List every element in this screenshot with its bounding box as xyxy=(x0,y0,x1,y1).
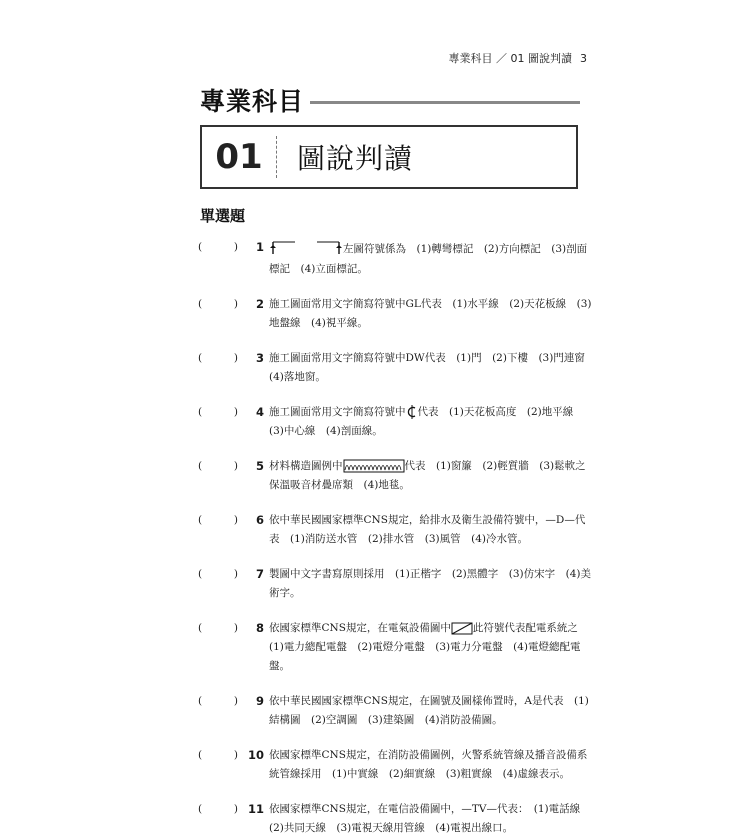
question-item xyxy=(198,565,593,603)
question-text: 施工圖面常用文字簡寫符號中 代表 (1)天花板高度 (2)地平線 (3)中心線 (4)剖面線。 xyxy=(269,406,584,437)
question-item xyxy=(198,295,593,333)
chapter-number: 01 xyxy=(215,137,263,177)
chapter-divider xyxy=(276,136,277,178)
question-text: 材料構造圖例中 代表 (1)窗簾 (2)輕質牆 (3)鬆軟之保溫吸音材疊席類 (4)地毯。 xyxy=(269,460,586,491)
question-number: 6 xyxy=(255,513,264,527)
answer-blank[interactable]: ( ) xyxy=(198,514,238,526)
answer-blank[interactable]: ( ) xyxy=(198,622,238,634)
question-item xyxy=(198,511,593,549)
question-number: 1 xyxy=(255,240,264,254)
question-item xyxy=(198,619,593,676)
question-item xyxy=(198,692,593,730)
centerline-symbol xyxy=(406,405,418,419)
subject-rule xyxy=(310,101,580,104)
subject-title: 專業科目 xyxy=(200,87,305,116)
question-text: 依國家標準CNS規定，在電信設備圖中，—TV—代表： (1)電話線(2)共同天線 (3)電視天線用管線 (4)電視出線口。 xyxy=(269,803,581,834)
subject-heading xyxy=(200,82,580,118)
question-item xyxy=(198,403,593,441)
answer-blank[interactable]: ( ) xyxy=(198,803,238,815)
question-text: 依中華民國國家標準CNS規定，給排水及衛生設備符號中，—D—代表 (1)消防送水管 (2)排水管 (3)風管 (4)冷水管。 xyxy=(269,514,586,545)
running-header xyxy=(449,50,588,66)
question-number: 3 xyxy=(255,351,264,365)
answer-blank[interactable]: ( ) xyxy=(198,352,238,364)
answer-blank[interactable]: ( ) xyxy=(198,241,238,253)
answer-blank[interactable]: ( ) xyxy=(198,749,238,761)
question-item xyxy=(198,457,593,495)
answer-blank[interactable]: ( ) xyxy=(198,460,238,472)
question-text: 依中華民國國家標準CNS規定，在圖號及圖樣佈置時，A是代表 (1)結構圖 (2)空調圖 (3)建築圖 (4)消防設備圖。 xyxy=(269,695,589,726)
question-number: 10 xyxy=(247,748,264,762)
question-number: 9 xyxy=(255,694,264,708)
question-item xyxy=(198,238,593,279)
material-hatch-symbol xyxy=(343,459,405,473)
question-number: 8 xyxy=(255,621,264,635)
question-number: 7 xyxy=(255,567,264,581)
question-item xyxy=(198,746,593,784)
question-number: 2 xyxy=(255,297,264,311)
question-text: 左圖符號係為 (1)轉彎標記 (2)方向標記 (3)剖面標記 (4)立面標記。 xyxy=(269,238,593,279)
chapter-box xyxy=(200,125,578,189)
answer-blank[interactable]: ( ) xyxy=(198,695,238,707)
answer-blank[interactable]: ( ) xyxy=(198,406,238,418)
question-item xyxy=(198,349,596,387)
running-header-text: 專業科目 ／ 01 圖說判讀 xyxy=(448,52,572,65)
question-text: 施工圖面常用文字簡寫符號中GL代表 (1)水平線 (2)天花板線 (3)地盤線 (4)視平線。 xyxy=(269,298,592,329)
question-number: 11 xyxy=(247,802,264,816)
question-item xyxy=(198,800,593,838)
section-mark-symbol xyxy=(269,238,343,260)
section-title: 單選題 xyxy=(200,207,246,225)
question-text: 施工圖面常用文字簡寫符號中DW代表 (1)門 (2)下樓 (3)門連窗 (4)落地窗。 xyxy=(269,352,596,383)
question-list xyxy=(198,238,596,838)
answer-blank[interactable]: ( ) xyxy=(198,568,238,580)
question-text: 依國家標準CNS規定，在消防設備圖例，火警系統管線及播音設備系統管線採用 (1)中實線 (2)細實線 (3)粗實線 (4)虛線表示。 xyxy=(269,749,588,780)
question-number: 5 xyxy=(255,459,264,473)
question-text: 依國家標準CNS規定，在電氣設備圖中 此符號代表配電系統之 (1)電力總配電盤 (2)電燈分電盤 (3)電力分電盤 (4)電燈總配電盤。 xyxy=(269,622,589,672)
answer-blank[interactable]: ( ) xyxy=(198,298,238,310)
page-number: 3 xyxy=(580,52,587,65)
panel-board-symbol xyxy=(451,622,473,635)
question-text: 製圖中文字書寫原則採用 (1)正楷字 (2)黑體字 (3)仿宋字 (4)美術字。 xyxy=(269,568,591,599)
chapter-title: 圖說判讀 xyxy=(297,142,414,175)
question-number: 4 xyxy=(255,405,264,419)
